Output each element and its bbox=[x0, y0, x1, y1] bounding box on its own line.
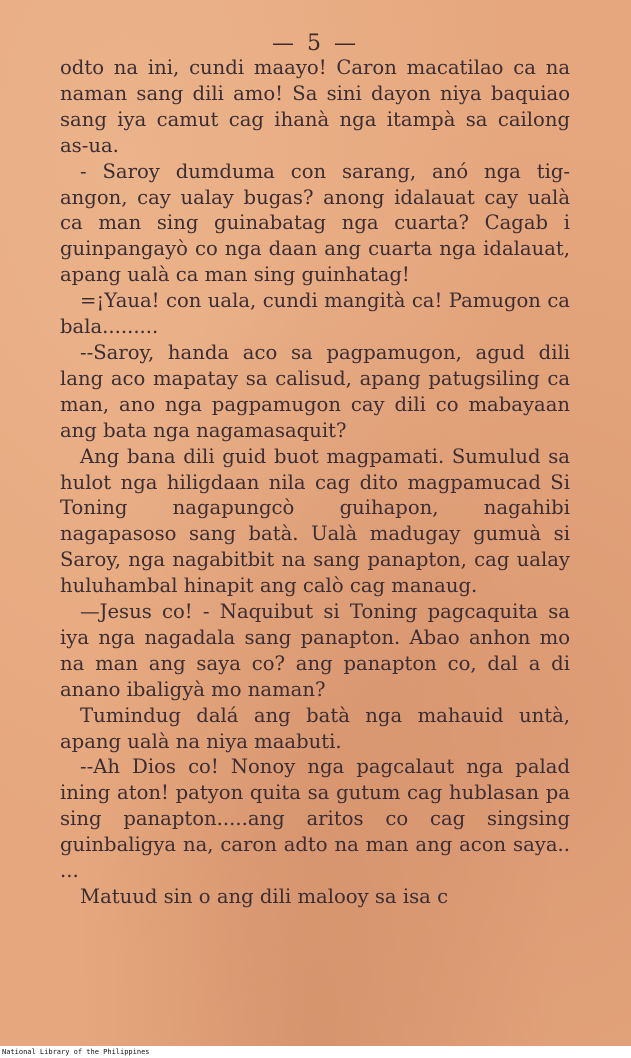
page-text bbox=[60, 55, 570, 910]
library-credit: National Library of the Philippines bbox=[2, 1048, 150, 1056]
paragraph-5: Ang bana dili guid buot magpamati. Sumulud sa hulot nga hiligdaan nila cag dito magpamucad Si Toning nagapungcò guihapon, nagahibi nagapasoso sang batà. Ualà madugay gumuà si Saroy, nga nagabitbit na sang panapton, cag ualay huluhambal hinapit ang calò cag manaug. bbox=[60, 444, 570, 598]
paragraph-7: Tumindug dalá ang batà nga mahauid untà, apang ualà na niya maabuti. bbox=[60, 703, 570, 753]
paragraph-9: Matuud sin o ang dili malooy sa isa c bbox=[80, 885, 449, 908]
paragraph-1: odto na ini, cundi maayo! Caron macatilao ca na naman sang dili amo! Sa sini dayon niya baquiao sang iya camut cag ihanà nga itampà sa cailong as-ua. bbox=[60, 56, 570, 157]
paragraph-2: - Saroy dumduma con sarang, anó nga tig-angon, cay ualay bugas? anong idalauat cay ualà ca man sing guinabatag nga cuarta? Cagab i guinpangayò co nga daan ang cuarta nga idalauat, apang ualà ca man sing guinhatag! bbox=[60, 159, 570, 287]
paragraph-3: =¡Yaua! con uala, cundi mangità ca! Pamugon ca bala......... bbox=[60, 289, 570, 339]
paragraph-4: --Saroy, handa aco sa pagpamugon, agud dili lang aco mapatay sa calisud, apang patugsiling ca man, ano nga pagpamugon cay dili co mabayaan ang bata nga nagamasaquit? bbox=[60, 340, 570, 442]
page-number: — 5 — bbox=[272, 31, 359, 56]
paragraph-8: --Ah Dios co! Nonoy nga pagcalaut nga palad ining aton! patyon quita sa gutum cag hublasan pa sing panapton.....ang aritos co cag singsing guinbaligya na, caron adto na man ang acon saya.. ... bbox=[60, 755, 570, 883]
paragraph-6: —Jesus co! - Naquibut si Toning pagcaquita sa iya nga nagadala sang panapton. Abao anhon mo na man ang saya co? ang panapton co, dal a di anano ibaligyà mo naman? bbox=[60, 600, 570, 701]
